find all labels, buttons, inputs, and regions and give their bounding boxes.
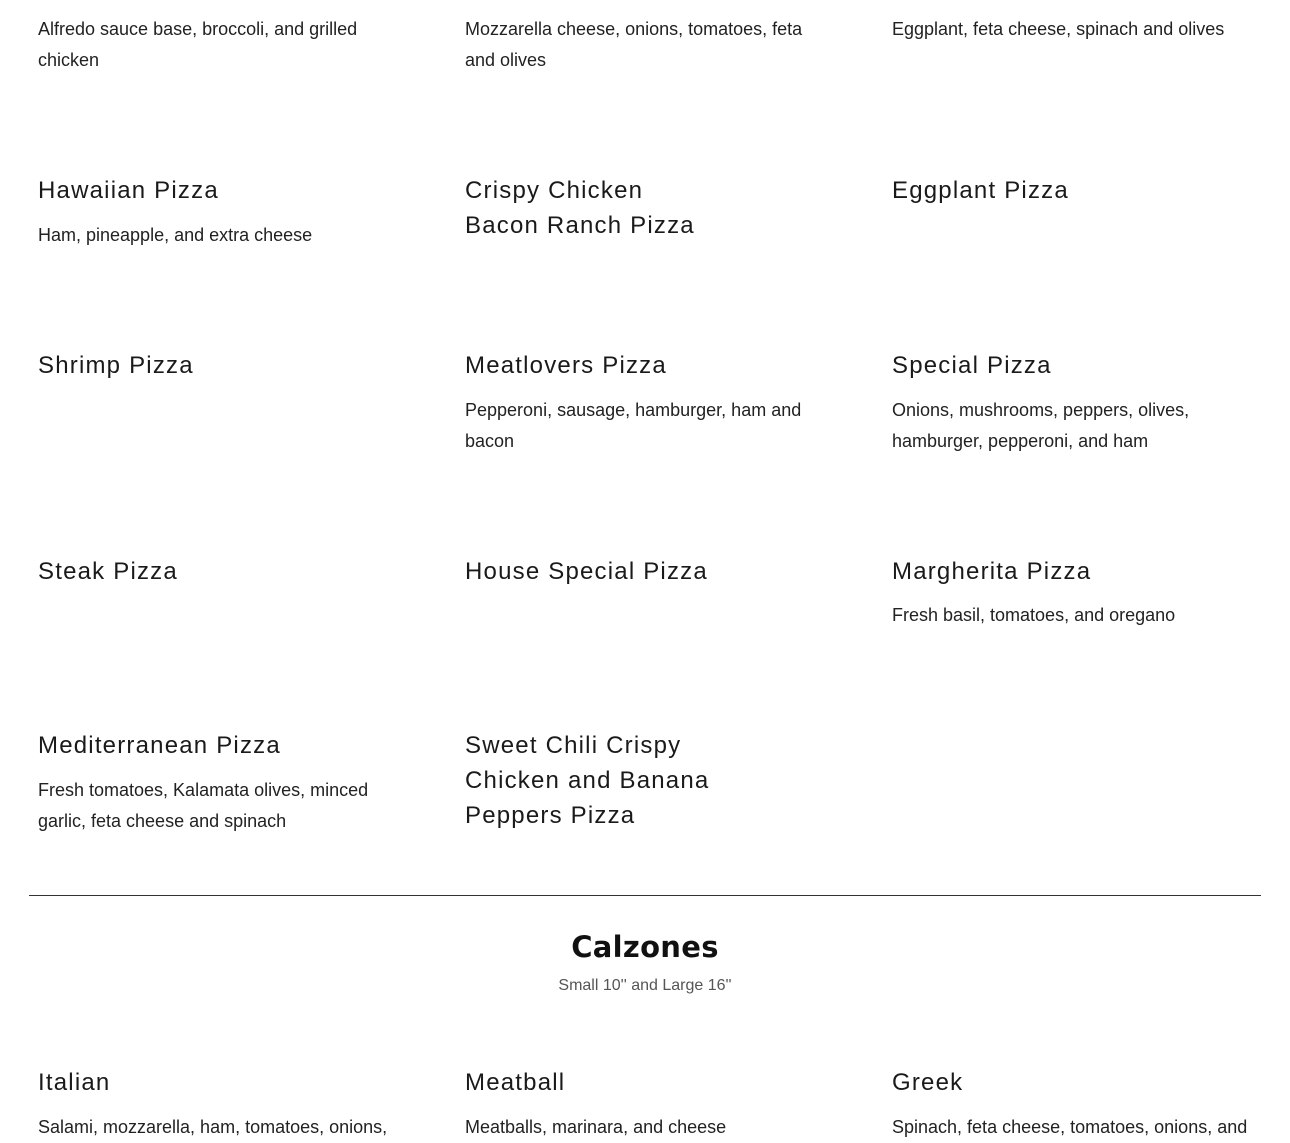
menu-item-title: Italian: [38, 1069, 111, 1096]
menu-item-description: Meatballs, marinara, and cheese: [465, 1117, 727, 1137]
menu-item-description: Eggplant, feta cheese, spinach and olives: [892, 19, 1225, 39]
menu-item-description: Spinach, feta cheese, tomatoes, onions, and: [892, 1117, 1248, 1137]
menu-item-description: Mozzarella cheese, onions, tomatoes, feta and olives: [465, 19, 803, 70]
menu-item-description: Pepperoni, sausage, hamburger, ham and bacon: [465, 400, 802, 451]
menu-item-title: House Special Pizza: [465, 558, 708, 585]
menu-item-title: Sweet Chili Crispy Chicken and Banana Peppers Pizza: [465, 732, 710, 829]
menu-item-description: Ham, pineapple, and extra cheese: [38, 225, 313, 245]
menu-item-title: Steak Pizza: [38, 558, 178, 585]
section-subtitle: Small 10'' and Large 16'': [558, 977, 732, 994]
section-title: Calzones: [571, 930, 719, 964]
menu-item-description: Onions, mushrooms, peppers, olives, hamburger, pepperoni, and ham: [892, 400, 1190, 451]
menu-item-description: Salami, mozzarella, ham, tomatoes, onions,: [38, 1117, 388, 1137]
menu-item-description: Fresh basil, tomatoes, and oregano: [892, 605, 1176, 625]
menu-item-title: Eggplant Pizza: [892, 177, 1069, 204]
menu-item-title: Crispy Chicken Bacon Ranch Pizza: [465, 177, 695, 239]
menu-item-title: Meatball: [465, 1069, 566, 1096]
menu-item-title: Shrimp Pizza: [38, 352, 194, 379]
menu-item-description: Alfredo sauce base, broccoli, and grilled chicken: [38, 19, 358, 70]
menu-item-description: Fresh tomatoes, Kalamata olives, minced garlic, feta cheese and spinach: [38, 780, 369, 831]
menu-item-title: Hawaiian Pizza: [38, 177, 219, 204]
menu-item-title: Meatlovers Pizza: [465, 352, 667, 379]
menu-item-title: Mediterranean Pizza: [38, 732, 281, 759]
section-divider: [29, 895, 1261, 896]
menu-item-title: Greek: [892, 1069, 964, 1096]
menu-item-title: Margherita Pizza: [892, 558, 1092, 585]
menu-item-title: Special Pizza: [892, 352, 1052, 379]
